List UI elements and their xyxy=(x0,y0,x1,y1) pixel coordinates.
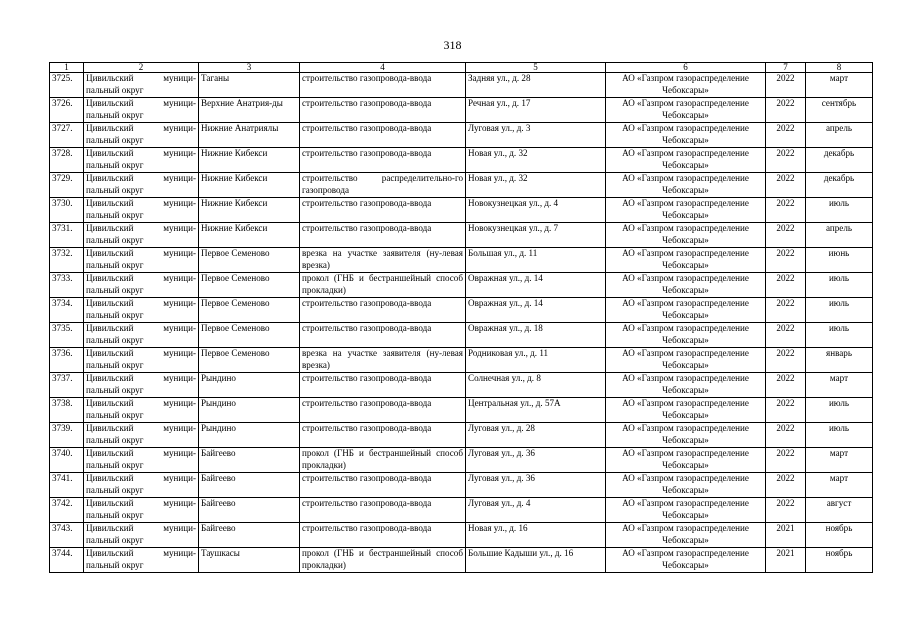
work-type-cell: строительство газопровода-ввода xyxy=(300,223,466,248)
work-type-cell: строительство газопровода-ввода xyxy=(300,473,466,498)
address-cell: Большие Кадыши ул., д. 16 xyxy=(466,548,606,573)
year-cell: 2022 xyxy=(766,273,806,298)
district-cell: Цивильский муници-пальный округ xyxy=(84,223,199,248)
year-cell: 2022 xyxy=(766,173,806,198)
row-number: 3733. xyxy=(50,273,84,298)
organization-cell: АО «Газпром газораспределение Чебоксары» xyxy=(606,373,766,398)
month-cell: июль xyxy=(806,273,873,298)
works-table xyxy=(49,62,873,573)
row-number: 3739. xyxy=(50,423,84,448)
row-number: 3740. xyxy=(50,448,84,473)
district-cell: Цивильский муници-пальный округ xyxy=(84,73,199,98)
month-cell: апрель xyxy=(806,223,873,248)
address-cell: Луговая ул., д. 36 xyxy=(466,473,606,498)
organization-cell: АО «Газпром газораспределение Чебоксары» xyxy=(606,198,766,223)
month-cell: ноябрь xyxy=(806,523,873,548)
row-number: 3731. xyxy=(50,223,84,248)
address-cell: Овражная ул., д. 14 xyxy=(466,273,606,298)
table-row xyxy=(50,348,873,373)
month-cell: март xyxy=(806,473,873,498)
table-row xyxy=(50,448,873,473)
organization-cell: АО «Газпром газораспределение Чебоксары» xyxy=(606,148,766,173)
column-header: 5 xyxy=(466,63,606,73)
column-header: 7 xyxy=(766,63,806,73)
year-cell: 2022 xyxy=(766,98,806,123)
year-cell: 2022 xyxy=(766,73,806,98)
organization-cell: АО «Газпром газораспределение Чебоксары» xyxy=(606,223,766,248)
work-type-cell: строительство газопровода-ввода xyxy=(300,373,466,398)
address-cell: Новая ул., д. 32 xyxy=(466,148,606,173)
table-row xyxy=(50,548,873,573)
month-cell: июль xyxy=(806,298,873,323)
work-type-cell: строительство распределительно-го газопровода xyxy=(300,173,466,198)
table-row xyxy=(50,523,873,548)
district-cell: Цивильский муници-пальный округ xyxy=(84,123,199,148)
year-cell: 2021 xyxy=(766,548,806,573)
year-cell: 2022 xyxy=(766,198,806,223)
locality-cell: Таганы xyxy=(199,73,300,98)
organization-cell: АО «Газпром газораспределение Чебоксары» xyxy=(606,548,766,573)
district-cell: Цивильский муници-пальный округ xyxy=(84,373,199,398)
year-cell: 2022 xyxy=(766,123,806,148)
row-number: 3735. xyxy=(50,323,84,348)
district-cell: Цивильский муници-пальный округ xyxy=(84,273,199,298)
organization-cell: АО «Газпром газораспределение Чебоксары» xyxy=(606,423,766,448)
locality-cell: Первое Семеново xyxy=(199,323,300,348)
header-row xyxy=(50,63,873,73)
organization-cell: АО «Газпром газораспределение Чебоксары» xyxy=(606,498,766,523)
year-cell: 2022 xyxy=(766,473,806,498)
work-type-cell: прокол (ГНБ и бестраншейный способ прокладки) xyxy=(300,273,466,298)
address-cell: Луговая ул., д. 28 xyxy=(466,423,606,448)
district-cell: Цивильский муници-пальный округ xyxy=(84,398,199,423)
column-header: 3 xyxy=(199,63,300,73)
organization-cell: АО «Газпром газораспределение Чебоксары» xyxy=(606,273,766,298)
row-number: 3732. xyxy=(50,248,84,273)
locality-cell: Байгеево xyxy=(199,498,300,523)
table-row xyxy=(50,323,873,348)
locality-cell: Первое Семеново xyxy=(199,348,300,373)
locality-cell: Нижние Кибекси xyxy=(199,148,300,173)
work-type-cell: строительство газопровода-ввода xyxy=(300,398,466,423)
district-cell: Цивильский муници-пальный округ xyxy=(84,173,199,198)
column-header: 8 xyxy=(806,63,873,73)
month-cell: сентябрь xyxy=(806,98,873,123)
work-type-cell: строительство газопровода-ввода xyxy=(300,98,466,123)
organization-cell: АО «Газпром газораспределение Чебоксары» xyxy=(606,448,766,473)
work-type-cell: врезка на участке заявителя (ну-левая врезка) xyxy=(300,348,466,373)
month-cell: август xyxy=(806,498,873,523)
month-cell: июнь xyxy=(806,248,873,273)
row-number: 3743. xyxy=(50,523,84,548)
table-row xyxy=(50,198,873,223)
organization-cell: АО «Газпром газораспределение Чебоксары» xyxy=(606,348,766,373)
table-row xyxy=(50,223,873,248)
column-header: 6 xyxy=(606,63,766,73)
row-number: 3730. xyxy=(50,198,84,223)
table-row xyxy=(50,423,873,448)
month-cell: декабрь xyxy=(806,148,873,173)
locality-cell: Нижние Кибекси xyxy=(199,198,300,223)
address-cell: Овражная ул., д. 18 xyxy=(466,323,606,348)
month-cell: март xyxy=(806,373,873,398)
table-row xyxy=(50,398,873,423)
row-number: 3725. xyxy=(50,73,84,98)
address-cell: Солнечная ул., д. 8 xyxy=(466,373,606,398)
address-cell: Центральная ул., д. 57А xyxy=(466,398,606,423)
address-cell: Новокузнецкая ул., д. 7 xyxy=(466,223,606,248)
table-row xyxy=(50,498,873,523)
locality-cell: Байгеево xyxy=(199,523,300,548)
work-type-cell: врезка на участке заявителя (ну-левая врезка) xyxy=(300,248,466,273)
district-cell: Цивильский муници-пальный округ xyxy=(84,198,199,223)
year-cell: 2022 xyxy=(766,223,806,248)
row-number: 3729. xyxy=(50,173,84,198)
row-number: 3737. xyxy=(50,373,84,398)
work-type-cell: строительство газопровода-ввода xyxy=(300,123,466,148)
year-cell: 2022 xyxy=(766,298,806,323)
table-row xyxy=(50,473,873,498)
row-number: 3742. xyxy=(50,498,84,523)
locality-cell: Байгеево xyxy=(199,473,300,498)
organization-cell: АО «Газпром газораспределение Чебоксары» xyxy=(606,73,766,98)
work-type-cell: строительство газопровода-ввода xyxy=(300,523,466,548)
month-cell: апрель xyxy=(806,123,873,148)
address-cell: Луговая ул., д. 3 xyxy=(466,123,606,148)
month-cell: март xyxy=(806,448,873,473)
month-cell: январь xyxy=(806,348,873,373)
locality-cell: Нижние Кибекси xyxy=(199,173,300,198)
work-type-cell: прокол (ГНБ и бестраншейный способ прокладки) xyxy=(300,448,466,473)
row-number: 3726. xyxy=(50,98,84,123)
month-cell: декабрь xyxy=(806,173,873,198)
row-number: 3734. xyxy=(50,298,84,323)
locality-cell: Рындино xyxy=(199,373,300,398)
district-cell: Цивильский муници-пальный округ xyxy=(84,448,199,473)
organization-cell: АО «Газпром газораспределение Чебоксары» xyxy=(606,173,766,198)
work-type-cell: строительство газопровода-ввода xyxy=(300,323,466,348)
table-row xyxy=(50,298,873,323)
row-number: 3741. xyxy=(50,473,84,498)
year-cell: 2022 xyxy=(766,498,806,523)
address-cell: Родниковая ул., д. 11 xyxy=(466,348,606,373)
work-type-cell: строительство газопровода-ввода xyxy=(300,198,466,223)
district-cell: Цивильский муници-пальный округ xyxy=(84,498,199,523)
district-cell: Цивильский муници-пальный округ xyxy=(84,523,199,548)
address-cell: Задняя ул., д. 28 xyxy=(466,73,606,98)
table-row xyxy=(50,123,873,148)
table-row xyxy=(50,98,873,123)
locality-cell: Первое Семеново xyxy=(199,273,300,298)
work-type-cell: строительство газопровода-ввода xyxy=(300,423,466,448)
year-cell: 2021 xyxy=(766,523,806,548)
organization-cell: АО «Газпром газораспределение Чебоксары» xyxy=(606,98,766,123)
row-number: 3736. xyxy=(50,348,84,373)
work-type-cell: строительство газопровода-ввода xyxy=(300,298,466,323)
organization-cell: АО «Газпром газораспределение Чебоксары» xyxy=(606,523,766,548)
address-cell: Новая ул., д. 32 xyxy=(466,173,606,198)
locality-cell: Рындино xyxy=(199,398,300,423)
column-header: 4 xyxy=(300,63,466,73)
column-header: 1 xyxy=(50,63,84,73)
address-cell: Большая ул., д. 11 xyxy=(466,248,606,273)
organization-cell: АО «Газпром газораспределение Чебоксары» xyxy=(606,298,766,323)
table-row xyxy=(50,248,873,273)
table-row xyxy=(50,73,873,98)
year-cell: 2022 xyxy=(766,248,806,273)
work-type-cell: строительство газопровода-ввода xyxy=(300,148,466,173)
table-row xyxy=(50,373,873,398)
address-cell: Новая ул., д. 16 xyxy=(466,523,606,548)
district-cell: Цивильский муници-пальный округ xyxy=(84,248,199,273)
locality-cell: Таушкасы xyxy=(199,548,300,573)
year-cell: 2022 xyxy=(766,373,806,398)
page-number: 318 xyxy=(443,38,462,52)
locality-cell: Верхние Анатрия-ды xyxy=(199,98,300,123)
year-cell: 2022 xyxy=(766,448,806,473)
organization-cell: АО «Газпром газораспределение Чебоксары» xyxy=(606,398,766,423)
organization-cell: АО «Газпром газораспределение Чебоксары» xyxy=(606,123,766,148)
district-cell: Цивильский муници-пальный округ xyxy=(84,98,199,123)
month-cell: ноябрь xyxy=(806,548,873,573)
district-cell: Цивильский муници-пальный округ xyxy=(84,473,199,498)
row-number: 3738. xyxy=(50,398,84,423)
locality-cell: Нижние Кибекси xyxy=(199,223,300,248)
column-header: 2 xyxy=(84,63,199,73)
district-cell: Цивильский муници-пальный округ xyxy=(84,423,199,448)
month-cell: март xyxy=(806,73,873,98)
district-cell: Цивильский муници-пальный округ xyxy=(84,148,199,173)
district-cell: Цивильский муници-пальный округ xyxy=(84,323,199,348)
month-cell: июль xyxy=(806,323,873,348)
organization-cell: АО «Газпром газораспределение Чебоксары» xyxy=(606,473,766,498)
year-cell: 2022 xyxy=(766,348,806,373)
table-row xyxy=(50,173,873,198)
district-cell: Цивильский муници-пальный округ xyxy=(84,348,199,373)
locality-cell: Байгеево xyxy=(199,448,300,473)
work-type-cell: прокол (ГНБ и бестраншейный способ прокладки) xyxy=(300,548,466,573)
row-number: 3728. xyxy=(50,148,84,173)
locality-cell: Рындино xyxy=(199,423,300,448)
year-cell: 2022 xyxy=(766,423,806,448)
table-row xyxy=(50,148,873,173)
month-cell: июль xyxy=(806,423,873,448)
row-number: 3744. xyxy=(50,548,84,573)
organization-cell: АО «Газпром газораспределение Чебоксары» xyxy=(606,323,766,348)
row-number: 3727. xyxy=(50,123,84,148)
address-cell: Новокузнецкая ул., д. 4 xyxy=(466,198,606,223)
year-cell: 2022 xyxy=(766,323,806,348)
year-cell: 2022 xyxy=(766,398,806,423)
organization-cell: АО «Газпром газораспределение Чебоксары» xyxy=(606,248,766,273)
locality-cell: Первое Семеново xyxy=(199,298,300,323)
address-cell: Овражная ул., д. 14 xyxy=(466,298,606,323)
address-cell: Луговая ул., д. 36 xyxy=(466,448,606,473)
work-type-cell: строительство газопровода-ввода xyxy=(300,73,466,98)
work-type-cell: строительство газопровода-ввода xyxy=(300,498,466,523)
district-cell: Цивильский муници-пальный округ xyxy=(84,298,199,323)
district-cell: Цивильский муници-пальный округ xyxy=(84,548,199,573)
address-cell: Луговая ул., д. 4 xyxy=(466,498,606,523)
table-row xyxy=(50,273,873,298)
locality-cell: Нижние Анатриялы xyxy=(199,123,300,148)
locality-cell: Первое Семеново xyxy=(199,248,300,273)
address-cell: Речная ул., д. 17 xyxy=(466,98,606,123)
year-cell: 2022 xyxy=(766,148,806,173)
month-cell: июль xyxy=(806,198,873,223)
month-cell: июль xyxy=(806,398,873,423)
